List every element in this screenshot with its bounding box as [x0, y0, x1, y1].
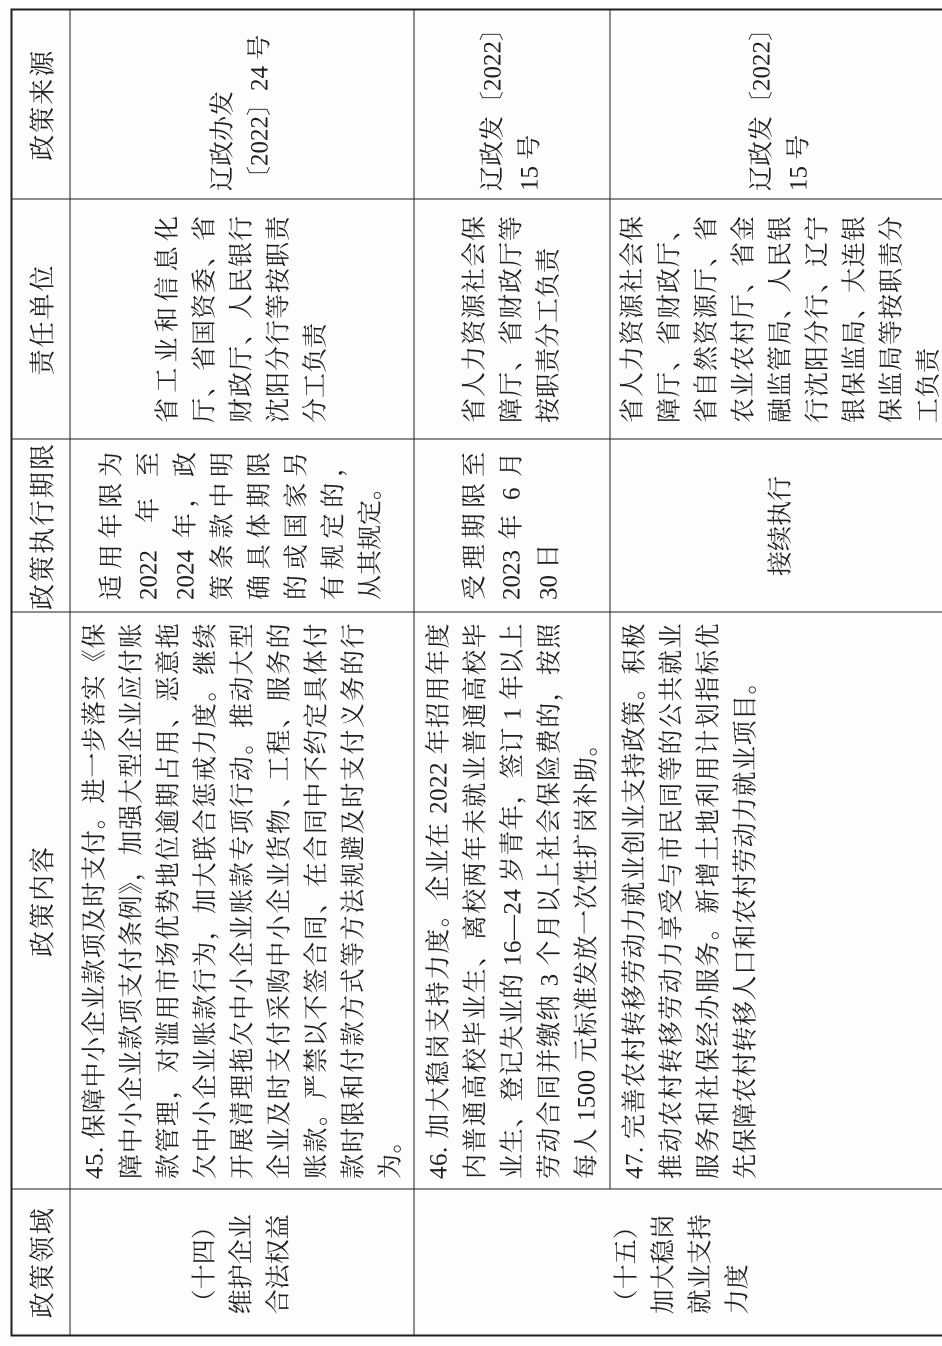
- cell-area-45: [69, 1189, 413, 1335]
- cell-unit-45: 省工业和信息化厅、省国资委、省财政厅、人民银行沈阳分行等按职责分工负责: [69, 199, 413, 439]
- header-responsible-unit: 责任单位: [11, 199, 69, 439]
- cell-area-46-47: [413, 1189, 942, 1335]
- cell-content-46: 46. 加大稳岗支持力度。企业在 2022 年招用年度内普通高校毕业生、离校两年未就业普通高校毕业生、登记失业的 16—24 岁青年，签订 1 年以上劳动合同并缴纳 3 个月以上社会保险费的，按照每人 1500 元标准发放一次性扩岗补助。: [413, 612, 609, 1189]
- cell-source-45: 辽政办发〔2022〕24 号: [69, 9, 413, 199]
- area-45-text: （十四）维护企业合法权益: [190, 1213, 292, 1314]
- cell-source-46: 辽政发〔2022〕15 号: [413, 9, 609, 199]
- cell-period-47: 接续执行: [609, 439, 942, 612]
- header-policy-period: 政策执行期限: [11, 439, 69, 612]
- cell-content-45: 45. 保障中小企业款项及时支付。进一步落实《保障中小企业款项支付条例》，加强大型企业应付账款管理，对滥用市场优势地位逾期占用、恶意拖欠中小企业账款行为，加大联合惩戒力度。继续开展清理拖欠中小企业账款专项行动。推动大型企业及时支付采购中小企业货物、工程、服务的账款。严禁以不签合同、在合同中不约定具体付款时限和付款方式等方法规避及时支付义务的行为。: [69, 612, 413, 1189]
- cell-period-46: 受理期限至 2023 年 6 月 30 日: [413, 439, 609, 612]
- header-policy-source: 政策来源: [11, 9, 69, 199]
- cell-source-47: 辽政发〔2022〕15 号: [609, 9, 942, 199]
- cell-unit-47: 省人力资源社会保障厅、省财政厅、省自然资源厅、省农业农村厅、省金融监管局、人民银行沈阳分行、辽宁银保监局、大连银保监局等按职责分工负责: [609, 199, 942, 439]
- table-row-47: [609, 9, 942, 1335]
- cell-unit-46: 省人力资源社会保障厅、省财政厅等按职责分工负责: [413, 199, 609, 439]
- header-row: [11, 9, 69, 1335]
- table-row-45: [69, 9, 413, 1335]
- area-46-47-text: （十五）加大稳岗就业支持力度: [613, 1213, 752, 1314]
- cell-content-47: 47. 完善农村转移劳动力就业创业支持政策。积极推动农村转移劳动力享受与市民同等的公共就业服务和社保经办服务。新增土地利用计划指标优先保障农村转移人口和农村劳动力就业项目。: [609, 612, 942, 1189]
- header-policy-area: 政策领域: [11, 1189, 69, 1335]
- header-policy-content: 政策内容: [11, 612, 69, 1189]
- table-row-46: [413, 9, 609, 1335]
- policy-table: [10, 8, 942, 1336]
- cell-period-45: 适用年限为 2022 年至 2024 年，政策条款中明确具体期限的或国家另有规定的，从其规定。: [69, 439, 413, 612]
- rotated-policy-table-container: [10, 10, 942, 1336]
